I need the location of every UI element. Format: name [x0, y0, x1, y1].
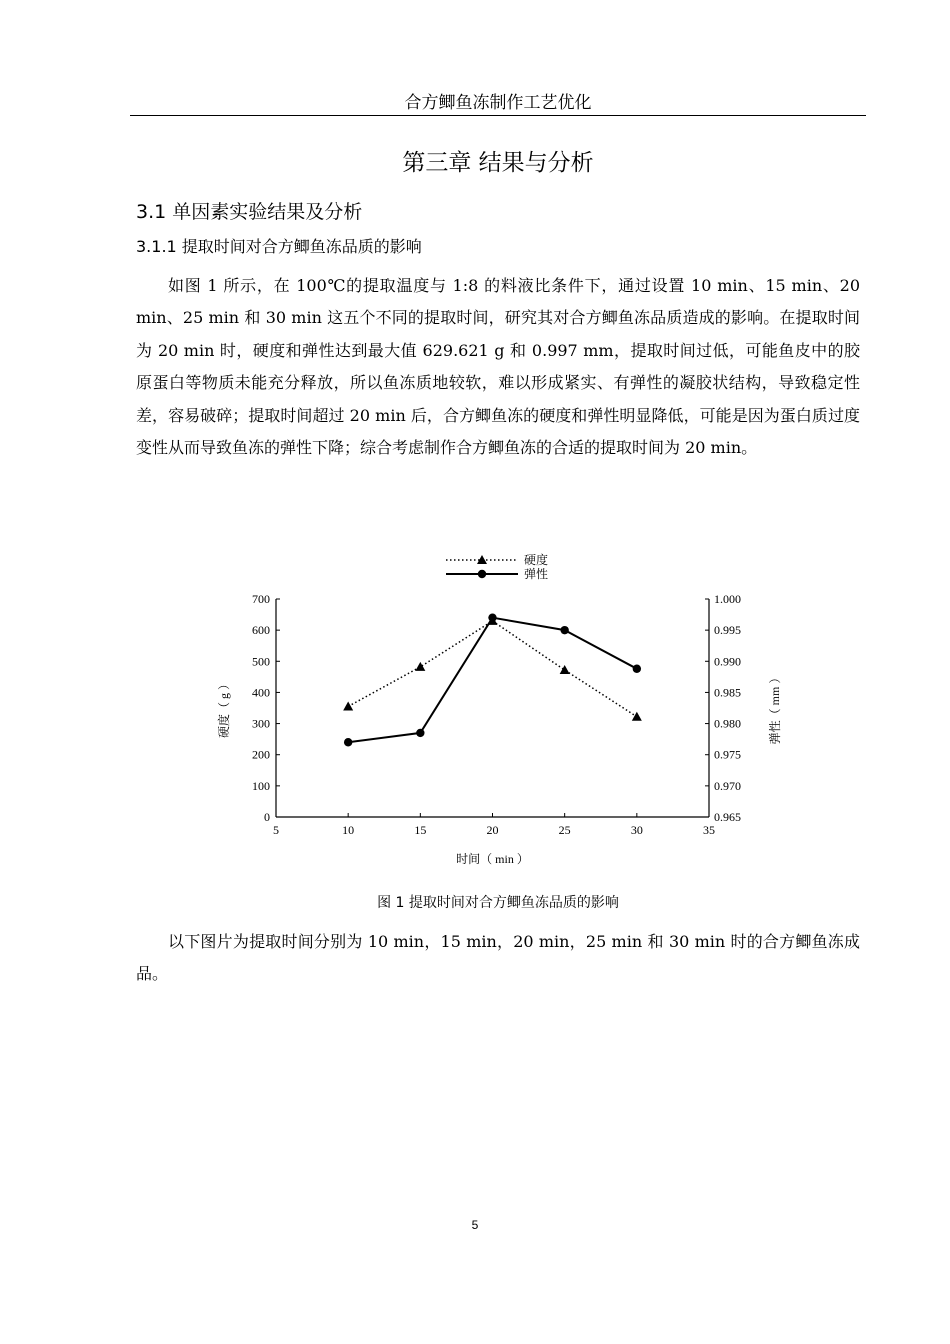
chart-series	[343, 613, 642, 746]
y-tick-label: 600	[252, 623, 270, 638]
body-paragraph-2: 以下图片为提取时间分别为 10 min，15 min，20 min，25 min 和 30 min 时的合方鲫鱼冻成品。	[136, 932, 860, 984]
data-point-circle	[633, 665, 641, 673]
y2-tick-label: 0.985	[714, 685, 741, 700]
y2-tick-label: 0.970	[714, 778, 741, 793]
x-tick-label: 15	[414, 823, 427, 837]
data-point-circle	[488, 613, 496, 621]
subsection-heading: 3.1.1 提取时间对合方鲫鱼冻品质的影响	[136, 237, 422, 256]
legend-label: 硬度	[524, 553, 549, 567]
x-tick-label: 10	[342, 823, 355, 837]
x-axis-label: 时间（ min ）	[456, 852, 529, 866]
series-line	[348, 618, 637, 743]
body-paragraph-1: 如图 1 所示，在 100℃的提取温度与 1:8 的料液比条件下，通过设置 10 min、15 min、20 min、25 min 和 30 min 这五个不同的提取时间，研究其对合方鲫鱼冻品质造成的影响。在提取时间为 20 min 时，硬度和弹性达到最大值 629.621 g 和 0.997 mm，提取时间过低，可能鱼皮中的胶原蛋白等物质未能充分释放，所以鱼冻质地较软，难以形成紧实、有弹性的凝胶状结构，导致稳定性差，容易破碎；提取时间超过 20 min 后，合方鲫鱼冻的硬度和弹性明显降低，可能是因为蛋白质过度变性从而导致鱼冻的弹性下降；综合考虑制作合方鲫鱼冻的合适的提取时间为 20 min。	[136, 276, 860, 458]
y2-axis-label: 弹性（ mm ）	[768, 671, 782, 745]
y2-tick-label: 0.980	[714, 716, 741, 731]
section-heading: 3.1 单因素实验结果及分析	[136, 201, 363, 223]
y2-tick-label: 0.965	[714, 810, 741, 824]
y2-tick-label: 0.975	[714, 747, 741, 762]
data-point-circle	[344, 738, 352, 746]
data-point-triangle	[415, 662, 425, 671]
line-chart	[200, 548, 800, 878]
y-tick-label: 400	[252, 685, 270, 700]
chart-legend	[446, 552, 548, 581]
y2-tick-label: 0.990	[714, 654, 741, 669]
data-point-circle	[416, 729, 424, 737]
header-rule	[130, 115, 866, 116]
x-tick-label: 35	[703, 823, 715, 837]
legend-label: 弹性	[524, 567, 549, 581]
data-point-circle	[560, 626, 568, 634]
data-point-triangle	[560, 665, 570, 674]
data-point-triangle	[632, 712, 642, 721]
y-tick-label: 300	[252, 716, 270, 731]
page-number: 5	[471, 1218, 479, 1232]
series-2	[344, 613, 641, 746]
y-tick-label: 0	[264, 810, 270, 824]
running-header: 合方鲫鱼冻制作工艺优化	[404, 93, 592, 113]
series-line	[348, 621, 637, 717]
x-tick-label: 30	[630, 823, 643, 837]
y-tick-label: 500	[252, 654, 270, 669]
chart-axes	[252, 592, 741, 837]
x-tick-label: 25	[558, 823, 571, 837]
data-point-triangle	[343, 701, 353, 710]
series-1	[343, 616, 642, 721]
x-tick-label: 20	[486, 823, 499, 837]
y2-tick-label: 1.000	[714, 592, 741, 606]
y-tick-label: 700	[252, 592, 270, 606]
chapter-title: 第三章 结果与分析	[402, 150, 594, 176]
figure-caption: 图 1 提取时间对合方鲫鱼冻品质的影响	[377, 895, 619, 911]
legend-marker-circle	[478, 570, 486, 578]
y-tick-label: 200	[252, 747, 270, 762]
x-tick-label: 5	[273, 823, 279, 837]
y-tick-label: 100	[252, 778, 270, 793]
y2-tick-label: 0.995	[714, 623, 741, 638]
y-axis-label: 硬度（ g ）	[217, 677, 231, 739]
